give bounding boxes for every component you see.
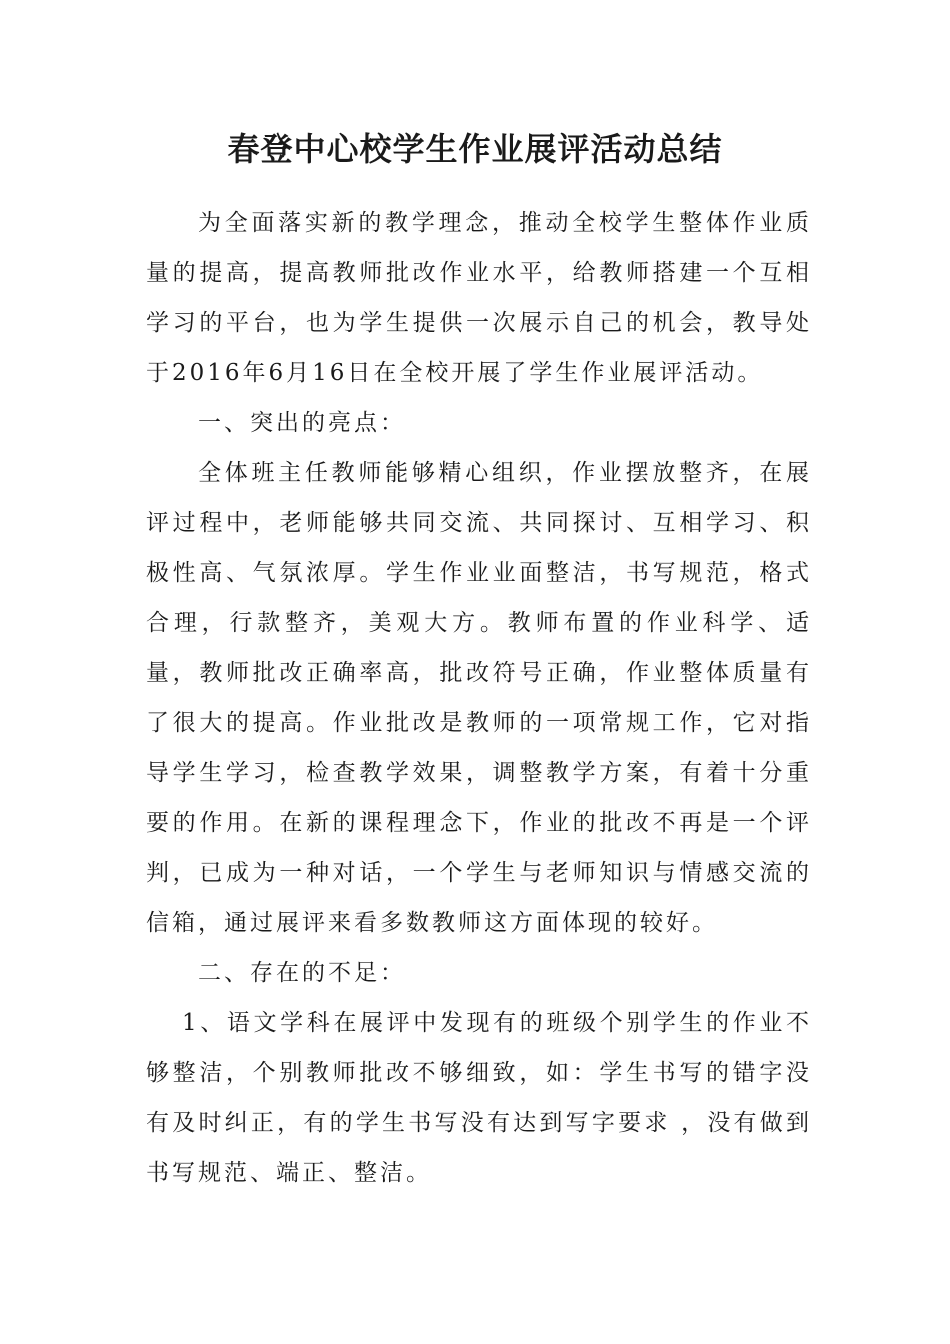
section-heading-shortcomings: 二、存在的不足： xyxy=(198,960,406,986)
section-heading-highlights: 一、突出的亮点： xyxy=(198,410,406,436)
highlights-paragraph: 全体班主任教师能够精心组织，作业摆放整齐，在展评过程中，老师能够共同交流、共同探讨、互相学习、积极性高、气氛浓厚。学生作业业面整洁，书写规范，格式合理，行款整齐，美观大方。教师布置的作业科学、适量，教师批改正确率高，批改符号正确，作业整体质量有了很大的提高。作业批改是教师的一项常规工作，它对指导学生学习，检查教学效果，调整教学方案，有着十分重要的作用。在新的课程理念下，作业的批改不再是一个评判，已成为一种对话，一个学生与老师知识与情感交流的信箱，通过展评来看多数教师这方面体现的较好。 xyxy=(146,460,812,936)
document-title: 春登中心校学生作业展评活动总结 xyxy=(227,130,723,168)
shortcomings-item-1: 1、语文学科在展评中发现有的班级个别学生的作业不够整洁，个别教师批改不够细致，如：学生书写的错字没有及时纠正，有的学生书写没有达到写字要求 ，没有做到书写规范、端正、整洁。 xyxy=(146,1010,812,1186)
intro-paragraph: 为全面落实新的教学理念，推动全校学生整体作业质量的提高，提高教师批改作业水平，给教师搭建一个互相学习的平台，也为学生提供一次展示自己的机会，教导处于2016年6月16日在全校开展了学生作业展评活动。 xyxy=(146,210,812,386)
document-body xyxy=(146,198,812,1198)
